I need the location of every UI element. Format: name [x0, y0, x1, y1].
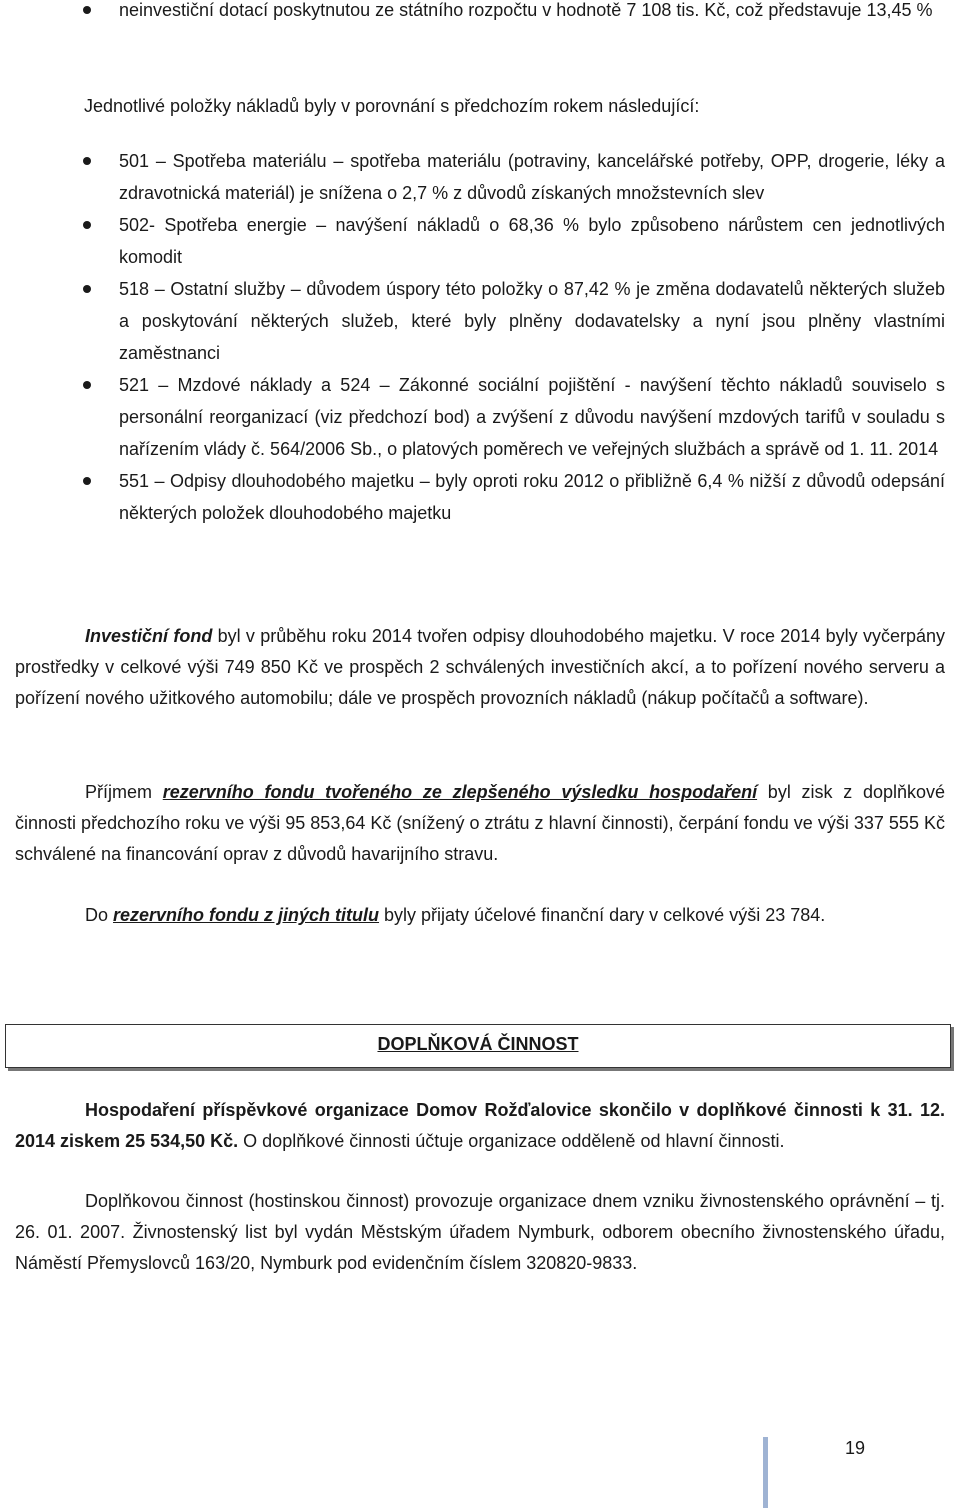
- section-header-box: [5, 1024, 951, 1068]
- list-item: [0, 465, 960, 529]
- footer-divider: [763, 1437, 768, 1508]
- result-bold-text: Hospodaření příspěvkové organizace Domov Rožďalovice skončilo v doplňkové činnosti k 31. 12. 2014 ziskem 25 534,50 Kč.: [15, 1100, 945, 1151]
- bullet-text: neinvestiční dotací poskytnutou ze státního rozpočtu v hodnotě 7 108 tis. Kč, což představuje 13,45 %: [119, 0, 933, 20]
- top-bullet-list: [0, 0, 960, 26]
- page-number: 19: [845, 1438, 866, 1458]
- reserve-fund-prefix: Příjmem: [85, 782, 163, 802]
- comparison-heading: Jednotlivé položky nákladů byly v porovnání s předchozím rokem následující:: [84, 96, 700, 116]
- result-paragraph: [15, 1095, 945, 1157]
- bullet-text: 521 – Mzdové náklady a 524 – Zákonné sociální pojištění - navýšení těchto nákladů souviselo s personální reorganizací (viz předchozí bod) a zvýšení z důvodu navýšení mzdových tarifů v souladu s nařízením vlády č. 564/2006 Sb., o platových poměrech ve veřejných službách a správě od 1. 11. 2014: [119, 375, 945, 459]
- reserve-fund-label: rezervního fondu tvořeného ze zlepšeného výsledku hospodaření: [162, 782, 758, 802]
- other-reserve-prefix: Do: [85, 905, 114, 925]
- cost-items-list: [0, 145, 960, 529]
- bullet-icon: [83, 221, 91, 229]
- bullet-icon: [83, 6, 91, 14]
- other-reserve-text: byly přijaty účelové finanční dary v celkové výši 23 784.: [379, 905, 826, 925]
- list-item: [0, 145, 960, 209]
- result-text: O doplňkové činnosti účtuje organizace odděleně od hlavní činnosti.: [238, 1131, 785, 1151]
- list-item: [0, 273, 960, 369]
- investment-fund-text: byl v průběhu roku 2014 tvořen odpisy dlouhodobého majetku. V roce 2014 byly vyčerpány prostředky v celkové výši 749 850 Kč ve prospěch 2 schválených investičních akcí, a to pořízení nového serveru a pořízení nového užitkového automobilu; dále ve prospěch provozních nákladů (nákup počítačů a software).: [15, 626, 945, 708]
- reserve-fund-text: byl zisk z doplňkové činnosti předchozího roku ve výši 95 853,64 Kč (snížený o ztrátu z hlavní činnosti), čerpání fondu ve výši 337 555 Kč schválené na financování oprav z důvodů havarijního stravu.: [15, 782, 946, 864]
- license-text: Doplňkovou činnost (hostinskou činnost) provozuje organizace dnem vzniku živnostenského oprávnění – tj. 26. 01. 2007. Živnostenský list byl vydán Městským úřadem Nymburk, odborem obecního živnostenského úřadu, Náměstí Přemyslovců 163/20, Nymburk pod evidenčním číslem 320820-9833.: [15, 1191, 945, 1273]
- bullet-text: 518 – Ostatní služby – důvodem úspory této položky o 87,42 % je změna dodavatelů některých služeb a poskytování některých služeb, které byly plněny dodavatelsky a nyní jsou plněny vlastními zaměstnanci: [119, 279, 945, 363]
- section-title: DOPLŇKOVÁ ČINNOST: [377, 1034, 579, 1054]
- bullet-icon: [83, 477, 91, 485]
- list-item: [0, 0, 960, 26]
- bullet-text: 551 – Odpisy dlouhodobého majetku – byly oproti roku 2012 o přibližně 6,4 % nižší z důvodů odepsání některých položek dlouhodobého majetku: [119, 471, 945, 523]
- investment-fund-label: Investiční fond: [85, 626, 213, 646]
- license-paragraph: [15, 1186, 945, 1279]
- investment-fund-paragraph: [15, 621, 945, 714]
- other-reserve-paragraph: [15, 900, 945, 931]
- bullet-icon: [83, 157, 91, 165]
- reserve-fund-paragraph: [15, 777, 945, 870]
- bullet-icon: [83, 285, 91, 293]
- bullet-icon: [83, 381, 91, 389]
- list-item: [0, 369, 960, 465]
- list-item: [0, 209, 960, 273]
- other-reserve-label: rezervního fondu z jiných titulu: [113, 905, 380, 925]
- bullet-text: 502- Spotřeba energie – navýšení nákladů o 68,36 % bylo způsobeno nárůstem cen jednotlivých komodit: [119, 215, 945, 267]
- bullet-text: 501 – Spotřeba materiálu – spotřeba materiálu (potraviny, kancelářské potřeby, OPP, drogerie, léky a zdravotnická materiál) je snížena o 2,7 % z důvodů získaných množstevních slev: [119, 151, 945, 203]
